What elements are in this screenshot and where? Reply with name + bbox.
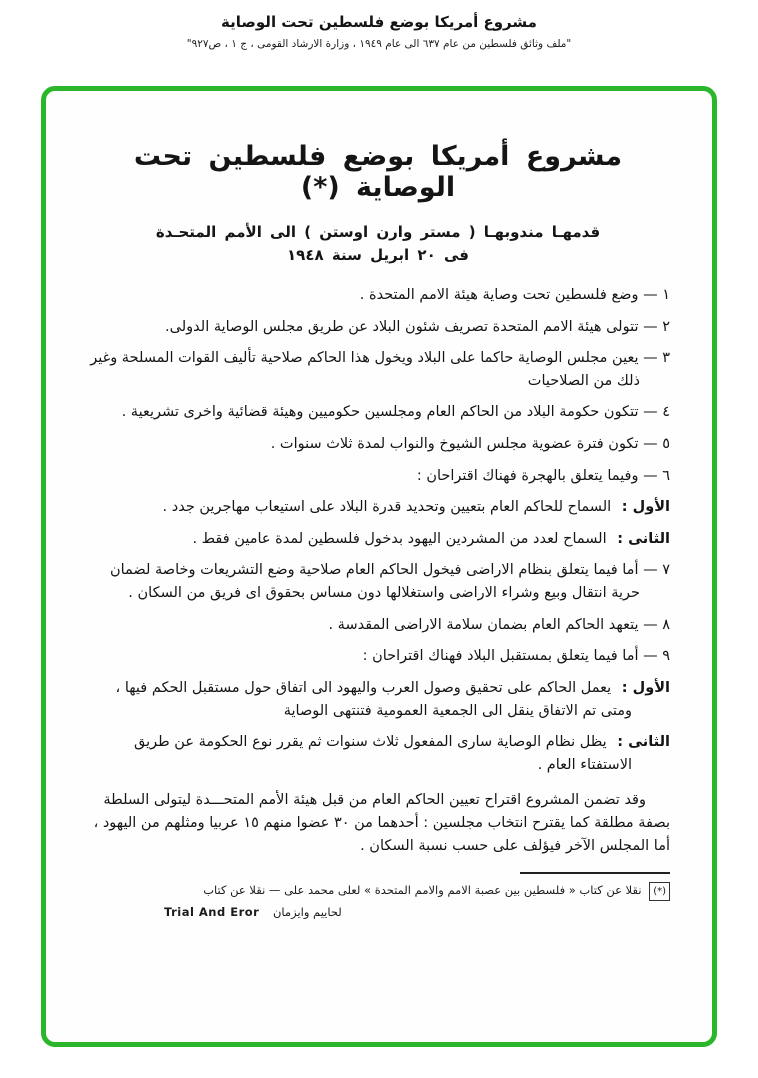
proposal-text: السماح لعدد من المشردين اليهود بدخول فلسطين لمدة عامين فقط .	[192, 530, 607, 547]
header-title: مشروع أمريكا بوضع فلسطين تحت الوصاية	[221, 13, 537, 31]
proposal-text: السماح للحاكم العام بتعيين وتحديد قدرة البلاد على استيعاب مهاجرين جدد .	[162, 499, 612, 516]
proposal-label-first: الأول :	[621, 499, 670, 516]
document-title: مشروع أمريكا بوضع فلسطين تحت الوصاية (*)	[133, 141, 623, 203]
proposal-label-first: الأول :	[621, 679, 670, 696]
footnote-line2	[86, 903, 670, 923]
proposal-text: يعمل الحاكم على تحقيق وصول العرب واليهود الى اتفاق حول مستقبل الحكم فيها ، ومتى تم الاتفاق ينقل الى الجمعية العمومية فتنتهى الوصاية	[115, 679, 632, 719]
document-content	[46, 91, 712, 1042]
presenter-line: قدمهـا مندوبهـا ( مستر وارن اوستن ) الى الأمم المتحـدة	[155, 223, 601, 241]
date-line: فى ٢٠ ابريل سنة ١٩٤٨	[287, 246, 469, 264]
proposal-text: يظل نظام الوصاية سارى المفعول ثلاث سنوات ثم يقرر نوع الحكومة عن طريق الاستفتاء العام .	[134, 734, 632, 773]
clause-9-proposal-1	[86, 677, 670, 722]
clause-4: ٤ — تتكون حكومة البلاد من الحاكم العام ومجلسين حكوميين وهيئة قضائية واخرى تشريعية .	[121, 404, 670, 421]
clause-6: ٦ — وفيما يتعلق بالهجرة فهناك اقتراحان :	[416, 467, 670, 484]
clause-6-proposal-1	[86, 496, 670, 519]
document-frame	[41, 86, 717, 1047]
clause-3: ٣ — يعين مجلس الوصاية حاكما على البلاد ويخول هذا الحاكم صلاحية تأليف القوات المسلحة وغير ذلك من الصلاحيات	[90, 350, 670, 389]
clause-6-proposal-2	[86, 528, 670, 551]
header-source: "ملف وثائق فلسطين من عام ٦٣٧ الى عام ١٩٤٩ ، وزارة الارشاد القومى ، ج ١ ، ص٩٢٧"	[186, 38, 572, 50]
clause-1: ١ — وضع فلسطين تحت وصاية هيئة الامم المتحدة .	[359, 287, 670, 303]
footnote	[86, 881, 670, 923]
footnote-latin-title: Trial And Eror	[164, 905, 260, 920]
clause-2: ٢ — تتولى هيئة الامم المتحدة تصريف شئون البلاد عن طريق مجلس الوصاية الدولى.	[165, 318, 670, 335]
footnote-text: نقلا عن كتاب « فلسطين بين عصبة الامم والامم المتحدة » لعلى محمد على — نقلا عن كتاب	[203, 883, 642, 898]
clause-9: ٩ — أما فيما يتعلق بمستقبل البلاد فهناك اقتراحان :	[362, 648, 670, 665]
clause-5: ٥ — تكون فترة عضوية مجلس الشيوخ والنواب لمدة ثلاث سنوات .	[270, 436, 670, 453]
clause-7: ٧ — أما فيما يتعلق بنظام الاراضى فيخول الحاكم العام صلاحية وضع التشريعات وخاصة لضمان حرية انتقال وبيع وشراء الاراضى واستغلالها دون مساس بحقوق اى فريق من السكان .	[109, 562, 670, 602]
footnote-author: لحاييم وايزمان	[272, 905, 342, 920]
page-header	[0, 0, 758, 50]
proposal-label-second: الثانى :	[617, 530, 670, 547]
footnote-marker: (*)	[649, 882, 670, 901]
clause-9-proposal-2	[86, 731, 670, 776]
footnote-divider	[520, 872, 670, 874]
closing-paragraph: وقد تضمن المشروع اقتراح تعيين الحاكم العام من قبل هيئة الأمم المتحـــدة ليتولى السلطة بصفة مطلقة كما يقترح انتخاب مجلسين : أحدهما من ٣٠ عضوا منهم ١٥ عربيا ومثلهم من اليهود ، أما المجلس الآخر فيؤلف على حسب نسبة السكان .	[93, 792, 670, 854]
proposal-label-second: الثانى :	[617, 734, 670, 751]
clause-8: ٨ — يتعهد الحاكم العام بضمان سلامة الاراضى المقدسة .	[328, 616, 670, 633]
